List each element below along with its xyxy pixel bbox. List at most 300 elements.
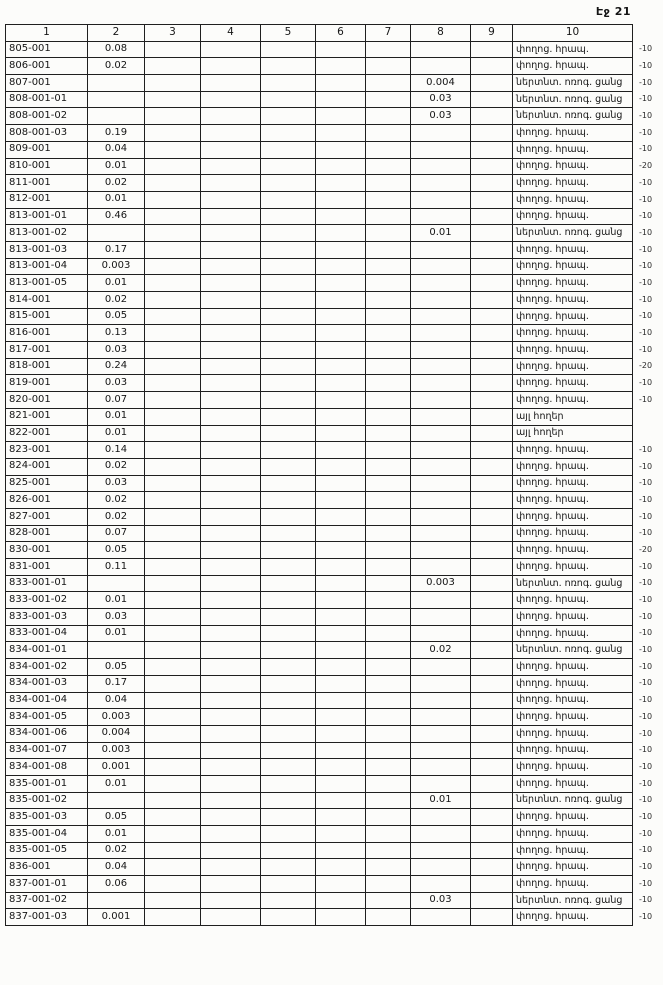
empty-cell-7	[366, 41, 411, 58]
empty-cell-4	[201, 859, 261, 876]
table-row	[6, 408, 663, 425]
empty-cell-3	[145, 508, 201, 525]
empty-cell-7	[366, 542, 411, 559]
land-use-label: փողոց. հրապ.	[513, 241, 633, 258]
empty-cell-7	[366, 108, 411, 125]
area-col8	[411, 158, 471, 175]
empty-cell-5	[261, 909, 316, 926]
empty-cell-3	[145, 292, 201, 309]
parcel-code: 835-001-02	[6, 792, 88, 809]
land-use-label: փողոց. հրապ.	[513, 275, 633, 292]
parcel-code: 809-001	[6, 141, 88, 158]
land-use-label: փողոց. հրապ.	[513, 542, 633, 559]
empty-cell-9	[471, 876, 513, 893]
parcel-code: 808-001-02	[6, 108, 88, 125]
table-row	[6, 75, 663, 92]
empty-cell-4	[201, 342, 261, 359]
empty-cell-7	[366, 692, 411, 709]
empty-cell-4	[201, 559, 261, 576]
empty-cell-9	[471, 709, 513, 726]
margin-annotation: -10	[639, 862, 653, 872]
area-col2: 0.04	[88, 859, 145, 876]
land-use-label: այլ հողեր	[513, 425, 633, 442]
parcel-code: 811-001	[6, 175, 88, 192]
empty-cell-3	[145, 225, 201, 242]
land-registry-table	[5, 24, 663, 926]
area-col2: 0.02	[88, 58, 145, 75]
parcel-code: 812-001	[6, 191, 88, 208]
empty-cell-3	[145, 475, 201, 492]
parcel-code: 818-001	[6, 358, 88, 375]
table-body	[6, 41, 663, 925]
empty-cell-4	[201, 275, 261, 292]
area-col2: 0.01	[88, 425, 145, 442]
parcel-code: 834-001-01	[6, 642, 88, 659]
empty-cell-6	[316, 91, 366, 108]
empty-cell-3	[145, 725, 201, 742]
table-row	[6, 642, 663, 659]
empty-cell-7	[366, 358, 411, 375]
margin-annotation: -10	[639, 444, 653, 454]
table-row	[6, 659, 663, 676]
table-row	[6, 709, 663, 726]
margin-annotation: -10	[639, 261, 653, 271]
empty-cell-6	[316, 559, 366, 576]
land-use-label: փողոց. հրապ.	[513, 292, 633, 309]
table-row	[6, 141, 663, 158]
parcel-code: 831-001	[6, 559, 88, 576]
area-col8: 0.003	[411, 575, 471, 592]
area-col8	[411, 41, 471, 58]
table-row	[6, 325, 663, 342]
empty-cell-3	[145, 241, 201, 258]
empty-cell-6	[316, 408, 366, 425]
area-col8	[411, 241, 471, 258]
parcel-code: 835-001-04	[6, 826, 88, 843]
table-row	[6, 592, 663, 609]
table-row	[6, 191, 663, 208]
parcel-code: 806-001	[6, 58, 88, 75]
area-col8	[411, 308, 471, 325]
empty-cell-7	[366, 392, 411, 409]
empty-cell-9	[471, 375, 513, 392]
area-col2: 0.02	[88, 175, 145, 192]
area-col8	[411, 425, 471, 442]
parcel-code: 835-001-05	[6, 842, 88, 859]
margin-annotation: -10	[639, 311, 653, 321]
empty-cell-6	[316, 358, 366, 375]
parcel-code: 835-001-01	[6, 775, 88, 792]
empty-cell-4	[201, 241, 261, 258]
empty-cell-5	[261, 742, 316, 759]
empty-cell-9	[471, 108, 513, 125]
margin-annotation: -10	[639, 378, 653, 388]
area-col8	[411, 141, 471, 158]
empty-cell-7	[366, 492, 411, 509]
empty-cell-6	[316, 141, 366, 158]
empty-cell-4	[201, 642, 261, 659]
margin-annotation: -10	[639, 628, 653, 638]
area-col2: 0.06	[88, 876, 145, 893]
empty-cell-5	[261, 592, 316, 609]
table-row	[6, 175, 663, 192]
empty-cell-5	[261, 342, 316, 359]
empty-cell-9	[471, 191, 513, 208]
empty-cell-9	[471, 342, 513, 359]
empty-cell-5	[261, 75, 316, 92]
area-col2: 0.02	[88, 458, 145, 475]
land-use-label: փողոց. հրապ.	[513, 325, 633, 342]
table-row	[6, 609, 663, 626]
land-use-label: փողոց. հրապ.	[513, 258, 633, 275]
margin-annotation: -10	[639, 828, 653, 838]
area-col2: 0.24	[88, 358, 145, 375]
empty-cell-3	[145, 91, 201, 108]
empty-cell-9	[471, 358, 513, 375]
empty-cell-4	[201, 742, 261, 759]
empty-cell-6	[316, 876, 366, 893]
empty-cell-5	[261, 325, 316, 342]
land-use-label: փողոց. հրապ.	[513, 592, 633, 609]
table-row	[6, 258, 663, 275]
parcel-code: 805-001	[6, 41, 88, 58]
empty-cell-5	[261, 876, 316, 893]
parcel-code: 837-001-02	[6, 892, 88, 909]
empty-cell-9	[471, 91, 513, 108]
empty-cell-7	[366, 158, 411, 175]
empty-cell-7	[366, 342, 411, 359]
land-use-label: փողոց. հրապ.	[513, 492, 633, 509]
parcel-code: 830-001	[6, 542, 88, 559]
area-col8: 0.01	[411, 225, 471, 242]
parcel-code: 834-001-08	[6, 759, 88, 776]
empty-cell-5	[261, 241, 316, 258]
table-row	[6, 575, 663, 592]
column-header: 2	[88, 25, 145, 42]
empty-cell-5	[261, 308, 316, 325]
empty-cell-4	[201, 542, 261, 559]
empty-cell-7	[366, 725, 411, 742]
empty-cell-5	[261, 892, 316, 909]
empty-cell-5	[261, 125, 316, 142]
empty-cell-7	[366, 408, 411, 425]
land-use-label: փողոց. հրապ.	[513, 909, 633, 926]
empty-cell-4	[201, 826, 261, 843]
margin-annotation: -10	[639, 111, 653, 121]
empty-cell-3	[145, 358, 201, 375]
empty-cell-6	[316, 609, 366, 626]
page-number-label: Էջ 21	[595, 5, 631, 18]
parcel-code: 825-001	[6, 475, 88, 492]
empty-cell-6	[316, 826, 366, 843]
area-col2	[88, 91, 145, 108]
empty-cell-6	[316, 809, 366, 826]
table-row	[6, 775, 663, 792]
empty-cell-9	[471, 625, 513, 642]
area-col8	[411, 58, 471, 75]
empty-cell-3	[145, 792, 201, 809]
area-col8	[411, 292, 471, 309]
table-row	[6, 692, 663, 709]
empty-cell-6	[316, 792, 366, 809]
area-col2: 0.04	[88, 692, 145, 709]
parcel-code: 837-001-03	[6, 909, 88, 926]
margin-annotation: -10	[639, 912, 653, 922]
area-col8	[411, 458, 471, 475]
empty-cell-7	[366, 275, 411, 292]
parcel-code: 834-001-04	[6, 692, 88, 709]
empty-cell-3	[145, 175, 201, 192]
empty-cell-5	[261, 41, 316, 58]
empty-cell-7	[366, 842, 411, 859]
area-col8	[411, 342, 471, 359]
empty-cell-4	[201, 225, 261, 242]
empty-cell-3	[145, 75, 201, 92]
empty-cell-5	[261, 208, 316, 225]
margin-annotation: -10	[639, 745, 653, 755]
empty-cell-9	[471, 842, 513, 859]
land-use-label: փողոց. հրապ.	[513, 775, 633, 792]
table-row	[6, 809, 663, 826]
empty-cell-3	[145, 342, 201, 359]
margin-annotation: -10	[639, 678, 653, 688]
empty-cell-6	[316, 475, 366, 492]
empty-cell-7	[366, 292, 411, 309]
area-col2: 0.03	[88, 609, 145, 626]
empty-cell-3	[145, 859, 201, 876]
empty-cell-3	[145, 125, 201, 142]
margin-annotation	[633, 408, 663, 425]
parcel-code: 813-001-03	[6, 241, 88, 258]
empty-cell-7	[366, 909, 411, 926]
area-col8	[411, 709, 471, 726]
empty-cell-9	[471, 642, 513, 659]
parcel-code: 810-001	[6, 158, 88, 175]
land-use-label: փողոց. հրապ.	[513, 175, 633, 192]
margin-annotation: -10	[639, 511, 653, 521]
empty-cell-5	[261, 175, 316, 192]
table-row	[6, 275, 663, 292]
empty-cell-3	[145, 158, 201, 175]
empty-cell-7	[366, 592, 411, 609]
empty-cell-4	[201, 692, 261, 709]
area-col2: 0.001	[88, 759, 145, 776]
empty-cell-6	[316, 425, 366, 442]
parcel-code: 833-001-03	[6, 609, 88, 626]
land-use-label: փողոց. հրապ.	[513, 826, 633, 843]
empty-cell-6	[316, 859, 366, 876]
empty-cell-3	[145, 759, 201, 776]
empty-cell-4	[201, 725, 261, 742]
parcel-code: 808-001-03	[6, 125, 88, 142]
empty-cell-7	[366, 375, 411, 392]
empty-cell-5	[261, 826, 316, 843]
empty-cell-9	[471, 559, 513, 576]
empty-cell-6	[316, 325, 366, 342]
area-col8	[411, 442, 471, 459]
empty-cell-7	[366, 258, 411, 275]
margin-annotation: -10	[639, 561, 653, 571]
empty-cell-3	[145, 892, 201, 909]
area-col8: 0.02	[411, 642, 471, 659]
margin-annotation: -10	[639, 177, 653, 187]
empty-cell-9	[471, 508, 513, 525]
empty-cell-4	[201, 525, 261, 542]
empty-cell-7	[366, 425, 411, 442]
margin-annotation: -10	[639, 94, 653, 104]
land-use-label: փողոց. հրապ.	[513, 625, 633, 642]
empty-cell-6	[316, 458, 366, 475]
empty-cell-5	[261, 458, 316, 475]
land-use-label: փողոց. հրապ.	[513, 742, 633, 759]
empty-cell-7	[366, 575, 411, 592]
table-row	[6, 91, 663, 108]
empty-cell-4	[201, 475, 261, 492]
empty-cell-4	[201, 809, 261, 826]
area-col8: 0.004	[411, 75, 471, 92]
column-header: 4	[201, 25, 261, 42]
land-use-label: ներտնտ. ոռոգ. ցանց	[513, 575, 633, 592]
empty-cell-4	[201, 191, 261, 208]
empty-cell-3	[145, 58, 201, 75]
empty-cell-4	[201, 609, 261, 626]
empty-cell-3	[145, 392, 201, 409]
margin-annotation: -10	[639, 695, 653, 705]
area-col8	[411, 375, 471, 392]
margin-annotation: -10	[639, 778, 653, 788]
empty-cell-5	[261, 375, 316, 392]
empty-cell-5	[261, 842, 316, 859]
margin-annotation: -10	[639, 595, 653, 605]
empty-cell-6	[316, 342, 366, 359]
empty-cell-9	[471, 575, 513, 592]
empty-cell-7	[366, 792, 411, 809]
margin-annotation: -10	[639, 661, 653, 671]
land-use-label: ներտնտ. ոռոգ. ցանց	[513, 75, 633, 92]
empty-cell-5	[261, 525, 316, 542]
area-col2: 0.01	[88, 775, 145, 792]
empty-cell-7	[366, 709, 411, 726]
table-row	[6, 909, 663, 926]
parcel-code: 820-001	[6, 392, 88, 409]
empty-cell-3	[145, 258, 201, 275]
empty-cell-3	[145, 842, 201, 859]
table-row	[6, 125, 663, 142]
empty-cell-5	[261, 58, 316, 75]
margin-annotation: -10	[639, 394, 653, 404]
empty-cell-7	[366, 559, 411, 576]
land-use-label: փողոց. հրապ.	[513, 859, 633, 876]
empty-cell-6	[316, 58, 366, 75]
margin-annotation: -10	[639, 611, 653, 621]
empty-cell-4	[201, 75, 261, 92]
parcel-code: 822-001	[6, 425, 88, 442]
empty-cell-9	[471, 241, 513, 258]
empty-cell-7	[366, 892, 411, 909]
land-use-label: փողոց. հրապ.	[513, 876, 633, 893]
empty-cell-7	[366, 508, 411, 525]
area-col2	[88, 792, 145, 809]
empty-cell-7	[366, 775, 411, 792]
table-row	[6, 742, 663, 759]
empty-cell-6	[316, 158, 366, 175]
area-col8	[411, 909, 471, 926]
area-col2: 0.004	[88, 725, 145, 742]
empty-cell-3	[145, 275, 201, 292]
area-col2: 0.03	[88, 342, 145, 359]
margin-annotation: -10	[639, 194, 653, 204]
empty-cell-9	[471, 425, 513, 442]
empty-cell-4	[201, 842, 261, 859]
margin-annotation: -10	[639, 211, 653, 221]
empty-cell-4	[201, 258, 261, 275]
empty-cell-3	[145, 141, 201, 158]
table-row	[6, 225, 663, 242]
empty-cell-3	[145, 775, 201, 792]
empty-cell-7	[366, 742, 411, 759]
empty-cell-4	[201, 292, 261, 309]
area-col8	[411, 742, 471, 759]
empty-cell-5	[261, 659, 316, 676]
column-header: 9	[471, 25, 513, 42]
land-use-label: փողոց. հրապ.	[513, 659, 633, 676]
empty-cell-5	[261, 392, 316, 409]
area-col8	[411, 659, 471, 676]
empty-cell-7	[366, 759, 411, 776]
empty-cell-3	[145, 592, 201, 609]
land-use-label: փողոց. հրապ.	[513, 525, 633, 542]
area-col2: 0.05	[88, 659, 145, 676]
empty-cell-4	[201, 308, 261, 325]
parcel-code: 819-001	[6, 375, 88, 392]
column-header: 10	[513, 25, 633, 42]
empty-cell-7	[366, 826, 411, 843]
area-col2: 0.001	[88, 909, 145, 926]
empty-cell-7	[366, 525, 411, 542]
table-row	[6, 492, 663, 509]
table-row	[6, 475, 663, 492]
land-use-label: փողոց. հրապ.	[513, 442, 633, 459]
empty-cell-7	[366, 308, 411, 325]
empty-cell-7	[366, 475, 411, 492]
parcel-code: 817-001	[6, 342, 88, 359]
table-row	[6, 58, 663, 75]
empty-cell-9	[471, 41, 513, 58]
empty-cell-4	[201, 175, 261, 192]
table-row	[6, 559, 663, 576]
margin-annotation: -10	[639, 761, 653, 771]
empty-cell-6	[316, 675, 366, 692]
empty-cell-4	[201, 775, 261, 792]
table-row	[6, 392, 663, 409]
column-header: 7	[366, 25, 411, 42]
land-use-label: փողոց. հրապ.	[513, 141, 633, 158]
empty-cell-3	[145, 442, 201, 459]
empty-cell-4	[201, 325, 261, 342]
empty-cell-5	[261, 725, 316, 742]
table-row	[6, 892, 663, 909]
empty-cell-9	[471, 75, 513, 92]
table-row	[6, 826, 663, 843]
column-header: 8	[411, 25, 471, 42]
land-use-label: փողոց. հրապ.	[513, 458, 633, 475]
empty-cell-6	[316, 725, 366, 742]
area-col8	[411, 625, 471, 642]
land-use-label: փողոց. հրապ.	[513, 392, 633, 409]
parcel-code: 834-001-03	[6, 675, 88, 692]
empty-cell-3	[145, 41, 201, 58]
empty-cell-6	[316, 692, 366, 709]
